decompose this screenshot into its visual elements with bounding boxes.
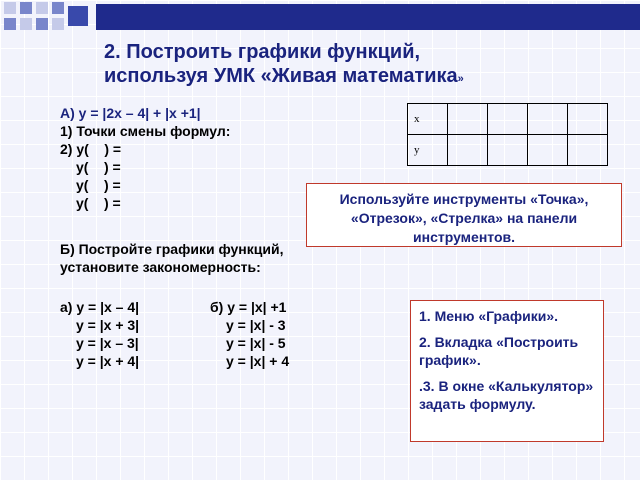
table-cell	[568, 135, 608, 166]
table-row	[408, 104, 608, 135]
section-b-line-2: установите закономерность:	[60, 259, 261, 275]
formula-item: а) у = |х – 4|	[60, 299, 140, 315]
deco-square	[52, 18, 64, 30]
section-a-step1: 1) Точки смены формул:	[60, 123, 231, 139]
deco-square	[36, 18, 48, 30]
title-closing-quote: »	[457, 73, 464, 85]
table-cell	[568, 104, 608, 135]
title-line-1: 2. Построить графики функций,	[104, 41, 421, 63]
tools-hint-text: Используйте инструменты «Точка», «Отрезок», «Стрелка» на панели инструментов.	[339, 191, 589, 245]
section-a-row: у( ) =	[76, 177, 121, 193]
section-a-step2: 2) у( ) =	[60, 141, 122, 157]
section-a	[60, 104, 340, 212]
formula-column-b	[210, 298, 360, 370]
slide-title	[104, 40, 624, 91]
formula-item: у = |х| - 5	[226, 335, 286, 351]
table-cell	[488, 104, 528, 135]
instruction-step-1: 1. Меню «Графики».	[419, 308, 558, 324]
table-row	[408, 135, 608, 166]
formula-item: б) у = |х| +1	[210, 299, 287, 315]
deco-square	[20, 2, 32, 14]
table-cell	[528, 104, 568, 135]
x-label-cell: x	[408, 104, 448, 135]
section-a-row: у( ) =	[76, 159, 121, 175]
instruction-step-2: 2. Вкладка «Построить график».	[419, 334, 579, 368]
deco-square	[4, 2, 16, 14]
table-cell	[528, 135, 568, 166]
section-b-line-1: Б) Постройте графики функций,	[60, 241, 284, 257]
title-line-2	[104, 64, 624, 91]
value-table	[407, 103, 608, 166]
deco-square	[68, 6, 88, 26]
decorative-header	[0, 0, 640, 34]
formula-item: у = |х – 3|	[76, 335, 139, 351]
formula-item: у = |х + 4|	[76, 353, 140, 369]
tools-hint-box	[306, 183, 622, 247]
deco-square	[20, 18, 32, 30]
deco-square	[36, 2, 48, 14]
header-bar	[96, 4, 640, 30]
formula-item: у = |х| + 4	[226, 353, 290, 369]
deco-square	[52, 2, 64, 14]
formula-column-a	[60, 298, 210, 370]
formula-item: у = |х| - 3	[226, 317, 286, 333]
title-line-2-text: используя УМК «Живая математика	[104, 65, 458, 87]
section-a-heading: А) у = |2х – 4| + |х +1|	[60, 105, 201, 121]
y-label-cell: y	[408, 135, 448, 166]
table-cell	[488, 135, 528, 166]
section-a-row: у( ) =	[76, 195, 121, 211]
instruction-step-3: .3. В окне «Калькулятор» задать формулу.	[419, 378, 594, 412]
deco-square	[4, 18, 16, 30]
table-cell	[448, 135, 488, 166]
table-cell	[448, 104, 488, 135]
formula-item: у = |х + 3|	[76, 317, 140, 333]
instructions-box	[410, 300, 604, 442]
